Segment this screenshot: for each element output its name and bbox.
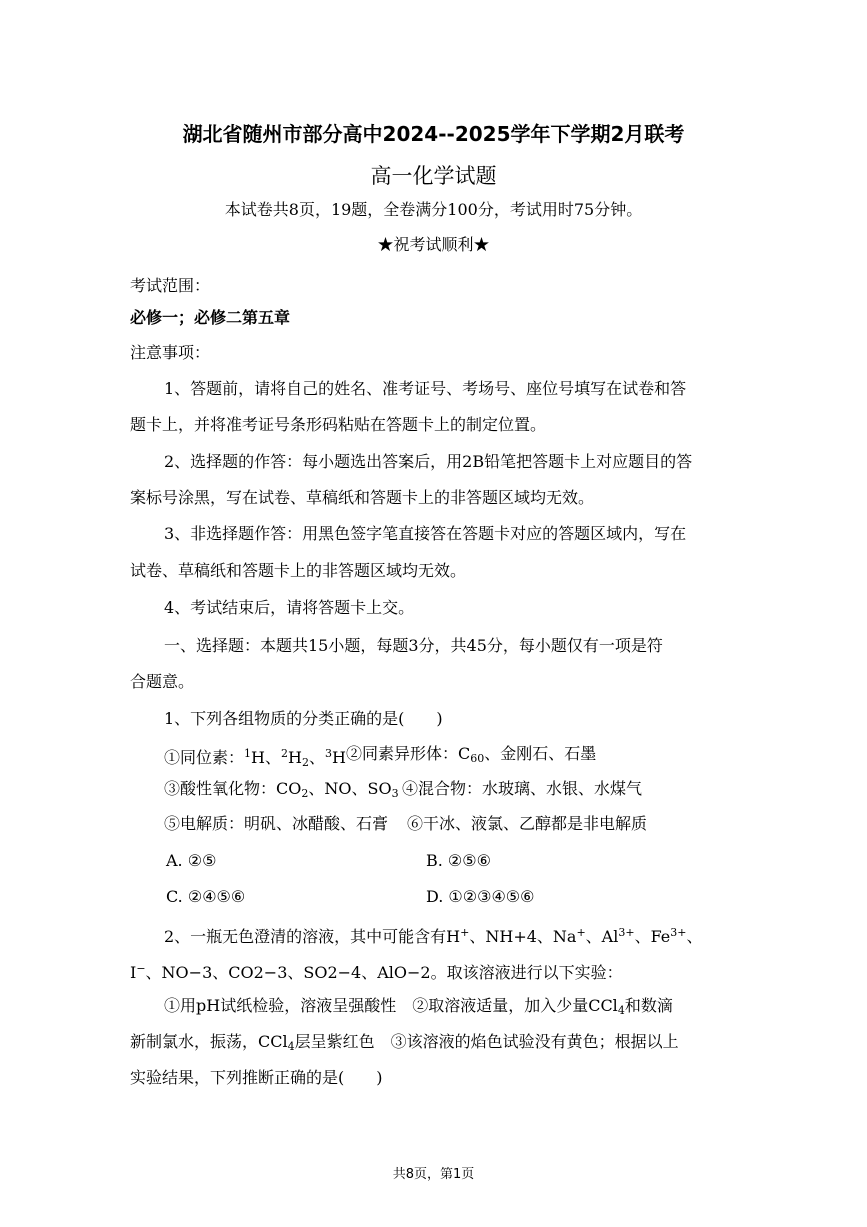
q1-option-d[interactable]: D. ①②③④⑤⑥ — [426, 887, 535, 906]
q2-line-3: ①用pH试纸检验，溶液呈强酸性 ②取溶液适量，加入少量CCl$_4$和数滴 — [164, 996, 673, 1017]
q1-option-a[interactable]: A. ②⑤ — [166, 851, 217, 870]
note-3-line-1: 3、非选择题作答：用黑色签字笔直接答在答题卡对应的答题区域内，写在 — [164, 524, 687, 543]
q2-line-1: 2、一瓶无色澄清的溶液，其中可能含有H+、NH+4、Na+、$Al^{3+}$、$Fe^{3+}$、 — [164, 926, 703, 946]
section-1-line-2: 合题意。 — [130, 672, 195, 691]
q1-item-1: ①同位素：$^1$H、$^2H_2$、$^3$H — [164, 747, 346, 769]
exam-blessing: ★祝考试顺利★ — [377, 235, 490, 254]
q2-line-4: 新制氯水，振荡，CCl$_4$层呈紫红色 ③该溶液的焰色试验没有黄色；根据以上 — [130, 1032, 679, 1053]
q2-line-2: I−、NO−3、CO2−3、SO2−4、AlO−2。取该溶液进行以下实验： — [130, 962, 623, 982]
scope-label: 考试范围： — [130, 276, 211, 295]
note-4: 4、考试结束后，请将答题卡上交。 — [164, 598, 415, 617]
section-1-line-1: 一、选择题：本题共15小题，每题3分，共45分，每小题仅有一项是符 — [164, 636, 663, 655]
q1-option-c[interactable]: C. ②④⑤⑥ — [166, 887, 246, 906]
q1-option-b[interactable]: B. ②⑤⑥ — [426, 851, 491, 870]
q1-item-3: ③酸性氧化物：$CO_2$、NO、$SO_3$ — [164, 779, 399, 800]
exam-title: 湖北省随州市部分高中2024--2025学年下学期2月联考 — [182, 122, 685, 146]
q1-item-2: ②同素异形体：$C_{60}$、金刚石、石墨 — [346, 744, 597, 765]
q1-item-4: ④混合物：水玻璃、水银、水煤气 — [402, 779, 643, 798]
notes-label: 注意事项： — [130, 343, 211, 362]
note-2-line-1: 2、选择题的作答：每小题选出答案后，用2B铅笔把答题卡上对应题目的答 — [164, 452, 693, 471]
q1-stem: 1、下列各组物质的分类正确的是( ) — [164, 709, 443, 728]
q1-item-6: ⑥干冰、液氯、乙醇都是非电解质 — [407, 814, 648, 833]
q2-line-5: 实验结果，下列推断正确的是( ) — [130, 1068, 383, 1087]
scope-value: 必修一；必修二第五章 — [130, 308, 291, 327]
exam-subject: 高一化学试题 — [370, 164, 497, 188]
note-2-line-2: 案标号涂黑，写在试卷、草稿纸和答题卡上的非答题区域均无效。 — [130, 488, 595, 507]
note-1-line-2: 题卡上，并将准考证号条形码粘贴在答题卡上的制定位置。 — [130, 415, 547, 434]
page-footer: 共8页，第1页 — [392, 1167, 475, 1182]
note-1-line-1: 1、答题前，请将自己的姓名、准考证号、考场号、座位号填写在试卷和答 — [164, 379, 687, 398]
exam-info: 本试卷共8页，19题，全卷满分100分，考试用时75分钟。 — [224, 200, 643, 219]
q1-item-5: ⑤电解质：明矾、冰醋酸、石膏 — [164, 814, 389, 833]
note-3-line-2: 试卷、草稿纸和答题卡上的非答题区域均无效。 — [130, 561, 467, 580]
